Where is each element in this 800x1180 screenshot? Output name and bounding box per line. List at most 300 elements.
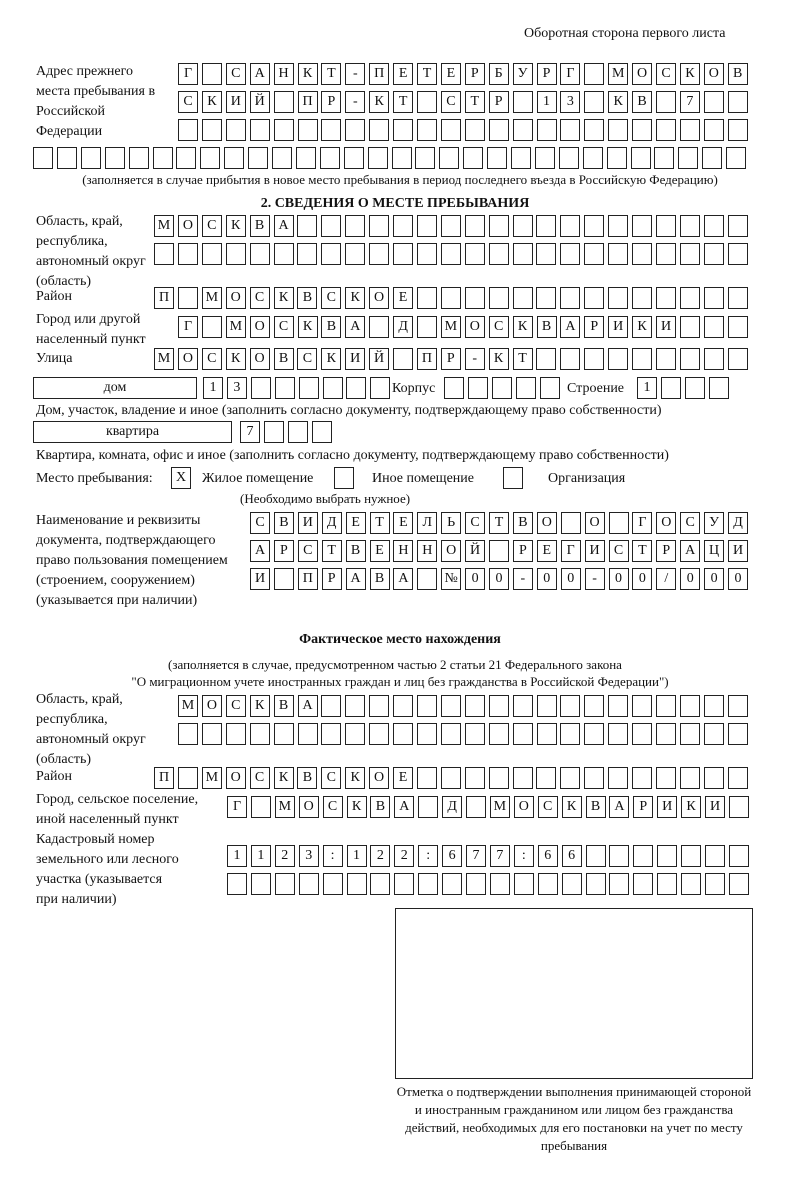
region-cell[interactable]: [369, 243, 389, 265]
prev-address-cell[interactable]: [200, 147, 220, 169]
prev-address-cell[interactable]: [441, 119, 461, 141]
prev-address-cell[interactable]: [226, 119, 246, 141]
building-cell[interactable]: [685, 377, 705, 399]
doc-cell[interactable]: И: [298, 512, 318, 534]
street-cell[interactable]: П: [417, 348, 437, 370]
actual-district-cell[interactable]: К: [274, 767, 294, 789]
region-cell[interactable]: К: [226, 215, 246, 237]
actual-city-cell[interactable]: М: [490, 796, 510, 818]
actual-region-cell[interactable]: [728, 695, 748, 717]
actual-region-cell[interactable]: [178, 723, 198, 745]
actual-city-cell[interactable]: И: [705, 796, 725, 818]
doc-cell[interactable]: В: [513, 512, 533, 534]
district-cell[interactable]: [489, 287, 509, 309]
doc-cell[interactable]: С: [680, 512, 700, 534]
actual-city-cell[interactable]: К: [562, 796, 582, 818]
street-cell[interactable]: К: [489, 348, 509, 370]
doc-cell[interactable]: Ц: [704, 540, 724, 562]
flat-cell[interactable]: [264, 421, 284, 443]
city-cell[interactable]: [202, 316, 222, 338]
prev-address-cell[interactable]: [537, 119, 557, 141]
region-cell[interactable]: [704, 243, 724, 265]
actual-city-cell[interactable]: [466, 796, 486, 818]
cadastral-cell[interactable]: [299, 873, 319, 895]
district-cell[interactable]: [513, 287, 533, 309]
actual-city-cell[interactable]: В: [586, 796, 606, 818]
cadastral-cell[interactable]: 2: [394, 845, 414, 867]
cadastral-cell[interactable]: [586, 845, 606, 867]
doc-cell[interactable]: [609, 512, 629, 534]
doc-cell[interactable]: А: [680, 540, 700, 562]
prev-address-cell[interactable]: К: [680, 63, 700, 85]
prev-address-cell[interactable]: П: [298, 91, 318, 113]
actual-region-cell[interactable]: [560, 695, 580, 717]
doc-cell[interactable]: Р: [656, 540, 676, 562]
korpus-cell[interactable]: [540, 377, 560, 399]
actual-district-cell[interactable]: С: [321, 767, 341, 789]
region-cell[interactable]: [489, 243, 509, 265]
cadastral-cell[interactable]: [562, 873, 582, 895]
prev-address-cell[interactable]: С: [441, 91, 461, 113]
region-cell[interactable]: [489, 215, 509, 237]
region-cell[interactable]: [584, 215, 604, 237]
district-cell[interactable]: [680, 287, 700, 309]
cadastral-cell[interactable]: [705, 845, 725, 867]
prev-address-cell[interactable]: Р: [537, 63, 557, 85]
city-cell[interactable]: Д: [393, 316, 413, 338]
doc-cell[interactable]: Т: [632, 540, 652, 562]
actual-region-cell[interactable]: С: [226, 695, 246, 717]
prev-address-cell[interactable]: 1: [537, 91, 557, 113]
doc-cell[interactable]: 0: [632, 568, 652, 590]
prev-address-cell[interactable]: [33, 147, 53, 169]
prev-address-cell[interactable]: [560, 119, 580, 141]
house-cell[interactable]: [346, 377, 366, 399]
cadastral-cell[interactable]: [227, 873, 247, 895]
cadastral-cell[interactable]: [681, 873, 701, 895]
place-option-checkbox[interactable]: [334, 467, 354, 489]
prev-address-cell[interactable]: К: [608, 91, 628, 113]
doc-cell[interactable]: Д: [322, 512, 342, 534]
doc-cell[interactable]: [417, 568, 437, 590]
actual-region-cell[interactable]: [513, 695, 533, 717]
district-cell[interactable]: [417, 287, 437, 309]
prev-address-cell[interactable]: [178, 119, 198, 141]
actual-region-cell[interactable]: [704, 723, 724, 745]
house-cell[interactable]: [275, 377, 295, 399]
district-cell[interactable]: О: [226, 287, 246, 309]
actual-district-cell[interactable]: Е: [393, 767, 413, 789]
prev-address-cell[interactable]: Т: [417, 63, 437, 85]
actual-region-cell[interactable]: [441, 723, 461, 745]
actual-region-cell[interactable]: [537, 695, 557, 717]
prev-address-cell[interactable]: Е: [393, 63, 413, 85]
actual-region-cell[interactable]: [298, 723, 318, 745]
prev-address-cell[interactable]: 3: [560, 91, 580, 113]
actual-region-cell[interactable]: [465, 723, 485, 745]
prev-address-cell[interactable]: [417, 91, 437, 113]
prev-address-cell[interactable]: [272, 147, 292, 169]
actual-region-cell[interactable]: [608, 723, 628, 745]
actual-district-cell[interactable]: [441, 767, 461, 789]
prev-address-cell[interactable]: С: [178, 91, 198, 113]
actual-district-cell[interactable]: В: [297, 767, 317, 789]
cadastral-cell[interactable]: [681, 845, 701, 867]
doc-cell[interactable]: -: [513, 568, 533, 590]
place-option-checkbox[interactable]: [503, 467, 523, 489]
actual-district-cell[interactable]: О: [369, 767, 389, 789]
doc-cell[interactable]: Е: [370, 540, 390, 562]
district-cell[interactable]: [608, 287, 628, 309]
cadastral-cell[interactable]: [442, 873, 462, 895]
prev-address-cell[interactable]: [584, 119, 604, 141]
prev-address-cell[interactable]: [607, 147, 627, 169]
prev-address-cell[interactable]: [513, 91, 533, 113]
actual-region-cell[interactable]: [345, 723, 365, 745]
city-cell[interactable]: К: [632, 316, 652, 338]
prev-address-cell[interactable]: [487, 147, 507, 169]
city-cell[interactable]: [680, 316, 700, 338]
district-cell[interactable]: М: [202, 287, 222, 309]
region-cell[interactable]: [680, 215, 700, 237]
region-cell[interactable]: [680, 243, 700, 265]
actual-region-cell[interactable]: [680, 723, 700, 745]
doc-cell[interactable]: В: [370, 568, 390, 590]
street-cell[interactable]: [608, 348, 628, 370]
prev-address-cell[interactable]: [465, 119, 485, 141]
region-cell[interactable]: [632, 215, 652, 237]
prev-address-cell[interactable]: -: [345, 91, 365, 113]
actual-city-cell[interactable]: А: [609, 796, 629, 818]
actual-region-cell[interactable]: [656, 695, 676, 717]
actual-district-cell[interactable]: [536, 767, 556, 789]
flat-type-field[interactable]: квартира: [33, 421, 232, 443]
prev-address-cell[interactable]: [680, 119, 700, 141]
actual-city-cell[interactable]: [418, 796, 438, 818]
cadastral-cell[interactable]: 2: [370, 845, 390, 867]
district-cell[interactable]: [560, 287, 580, 309]
doc-cell[interactable]: Р: [322, 568, 342, 590]
prev-address-cell[interactable]: [369, 119, 389, 141]
prev-address-cell[interactable]: Г: [560, 63, 580, 85]
cadastral-cell[interactable]: 1: [227, 845, 247, 867]
prev-address-cell[interactable]: [368, 147, 388, 169]
street-cell[interactable]: [560, 348, 580, 370]
doc-cell[interactable]: 0: [728, 568, 748, 590]
actual-region-cell[interactable]: [560, 723, 580, 745]
actual-district-cell[interactable]: [632, 767, 652, 789]
prev-address-cell[interactable]: К: [202, 91, 222, 113]
district-cell[interactable]: Е: [393, 287, 413, 309]
prev-address-cell[interactable]: [274, 119, 294, 141]
district-cell[interactable]: [465, 287, 485, 309]
doc-cell[interactable]: 0: [609, 568, 629, 590]
region-cell[interactable]: [608, 215, 628, 237]
actual-district-cell[interactable]: [513, 767, 533, 789]
city-cell[interactable]: О: [465, 316, 485, 338]
prev-address-cell[interactable]: [632, 119, 652, 141]
doc-cell[interactable]: Г: [561, 540, 581, 562]
district-cell[interactable]: С: [250, 287, 270, 309]
actual-city-cell[interactable]: Р: [633, 796, 653, 818]
region-cell[interactable]: [274, 243, 294, 265]
actual-city-cell[interactable]: [251, 796, 271, 818]
prev-address-cell[interactable]: [298, 119, 318, 141]
prev-address-cell[interactable]: [345, 119, 365, 141]
district-cell[interactable]: [536, 287, 556, 309]
city-cell[interactable]: В: [537, 316, 557, 338]
korpus-cell[interactable]: [492, 377, 512, 399]
building-cell[interactable]: [661, 377, 681, 399]
city-cell[interactable]: В: [321, 316, 341, 338]
actual-region-cell[interactable]: [632, 723, 652, 745]
prev-address-cell[interactable]: Р: [489, 91, 509, 113]
actual-district-cell[interactable]: [728, 767, 748, 789]
cadastral-cell[interactable]: [633, 873, 653, 895]
region-cell[interactable]: [560, 215, 580, 237]
doc-cell[interactable]: А: [250, 540, 270, 562]
doc-cell[interactable]: О: [585, 512, 605, 534]
prev-address-cell[interactable]: [489, 119, 509, 141]
actual-region-cell[interactable]: [417, 695, 437, 717]
region-cell[interactable]: [417, 215, 437, 237]
doc-cell[interactable]: Л: [417, 512, 437, 534]
cadastral-cell[interactable]: [323, 873, 343, 895]
cadastral-cell[interactable]: [609, 873, 629, 895]
prev-address-cell[interactable]: [654, 147, 674, 169]
doc-cell[interactable]: Н: [417, 540, 437, 562]
actual-region-cell[interactable]: [345, 695, 365, 717]
city-cell[interactable]: [417, 316, 437, 338]
doc-cell[interactable]: О: [656, 512, 676, 534]
actual-district-cell[interactable]: М: [202, 767, 222, 789]
doc-cell[interactable]: Н: [393, 540, 413, 562]
prev-address-cell[interactable]: [463, 147, 483, 169]
prev-address-cell[interactable]: [583, 147, 603, 169]
actual-district-cell[interactable]: [417, 767, 437, 789]
district-cell[interactable]: К: [345, 287, 365, 309]
cadastral-cell[interactable]: [490, 873, 510, 895]
doc-cell[interactable]: У: [704, 512, 724, 534]
prev-address-cell[interactable]: [415, 147, 435, 169]
actual-region-cell[interactable]: [465, 695, 485, 717]
region-cell[interactable]: [656, 215, 676, 237]
region-cell[interactable]: [465, 243, 485, 265]
district-cell[interactable]: [632, 287, 652, 309]
actual-city-cell[interactable]: [729, 796, 749, 818]
street-cell[interactable]: М: [154, 348, 174, 370]
street-cell[interactable]: [656, 348, 676, 370]
prev-address-cell[interactable]: О: [632, 63, 652, 85]
street-cell[interactable]: К: [321, 348, 341, 370]
district-cell[interactable]: О: [369, 287, 389, 309]
prev-address-cell[interactable]: Р: [321, 91, 341, 113]
actual-region-cell[interactable]: [584, 695, 604, 717]
actual-region-cell[interactable]: [393, 723, 413, 745]
prev-address-cell[interactable]: С: [656, 63, 676, 85]
doc-cell[interactable]: Д: [728, 512, 748, 534]
street-cell[interactable]: -: [465, 348, 485, 370]
region-cell[interactable]: [560, 243, 580, 265]
actual-city-cell[interactable]: К: [681, 796, 701, 818]
city-cell[interactable]: А: [345, 316, 365, 338]
actual-region-cell[interactable]: [369, 723, 389, 745]
prev-address-cell[interactable]: Г: [178, 63, 198, 85]
building-cell[interactable]: 1: [637, 377, 657, 399]
prev-address-cell[interactable]: [344, 147, 364, 169]
cadastral-cell[interactable]: [394, 873, 414, 895]
region-cell[interactable]: С: [202, 215, 222, 237]
doc-cell[interactable]: /: [656, 568, 676, 590]
region-cell[interactable]: [704, 215, 724, 237]
cadastral-cell[interactable]: [729, 873, 749, 895]
city-cell[interactable]: И: [656, 316, 676, 338]
cadastral-cell[interactable]: 1: [251, 845, 271, 867]
cadastral-cell[interactable]: 6: [442, 845, 462, 867]
prev-address-cell[interactable]: К: [298, 63, 318, 85]
cadastral-cell[interactable]: [347, 873, 367, 895]
region-cell[interactable]: [345, 215, 365, 237]
actual-region-cell[interactable]: М: [178, 695, 198, 717]
actual-city-cell[interactable]: К: [347, 796, 367, 818]
actual-district-cell[interactable]: [465, 767, 485, 789]
house-cell[interactable]: [251, 377, 271, 399]
actual-region-cell[interactable]: [608, 695, 628, 717]
city-cell[interactable]: Г: [178, 316, 198, 338]
cadastral-cell[interactable]: 3: [299, 845, 319, 867]
region-cell[interactable]: [321, 215, 341, 237]
actual-region-cell[interactable]: [632, 695, 652, 717]
doc-cell[interactable]: 0: [489, 568, 509, 590]
city-cell[interactable]: [728, 316, 748, 338]
doc-cell[interactable]: П: [298, 568, 318, 590]
actual-region-cell[interactable]: [489, 723, 509, 745]
korpus-cell[interactable]: [444, 377, 464, 399]
prev-address-cell[interactable]: [202, 63, 222, 85]
street-cell[interactable]: О: [178, 348, 198, 370]
prev-address-cell[interactable]: Н: [274, 63, 294, 85]
prev-address-cell[interactable]: [57, 147, 77, 169]
actual-region-cell[interactable]: [369, 695, 389, 717]
actual-region-cell[interactable]: [584, 723, 604, 745]
cadastral-cell[interactable]: [586, 873, 606, 895]
prev-address-cell[interactable]: [656, 119, 676, 141]
region-cell[interactable]: [728, 243, 748, 265]
actual-district-cell[interactable]: О: [226, 767, 246, 789]
actual-region-cell[interactable]: В: [274, 695, 294, 717]
prev-address-cell[interactable]: [250, 119, 270, 141]
house-cell[interactable]: [370, 377, 390, 399]
actual-district-cell[interactable]: [680, 767, 700, 789]
prev-address-cell[interactable]: [321, 119, 341, 141]
cadastral-cell[interactable]: [251, 873, 271, 895]
actual-district-cell[interactable]: [704, 767, 724, 789]
prev-address-cell[interactable]: Т: [465, 91, 485, 113]
doc-cell[interactable]: С: [298, 540, 318, 562]
actual-district-cell[interactable]: [608, 767, 628, 789]
street-cell[interactable]: К: [226, 348, 246, 370]
city-cell[interactable]: С: [489, 316, 509, 338]
street-cell[interactable]: [584, 348, 604, 370]
prev-address-cell[interactable]: [704, 91, 724, 113]
region-cell[interactable]: [369, 215, 389, 237]
actual-region-cell[interactable]: [321, 723, 341, 745]
region-cell[interactable]: [513, 243, 533, 265]
doc-cell[interactable]: [274, 568, 294, 590]
doc-cell[interactable]: С: [250, 512, 270, 534]
prev-address-cell[interactable]: [153, 147, 173, 169]
prev-address-cell[interactable]: [129, 147, 149, 169]
prev-address-cell[interactable]: [511, 147, 531, 169]
city-cell[interactable]: К: [298, 316, 318, 338]
cadastral-cell[interactable]: 6: [538, 845, 558, 867]
actual-region-cell[interactable]: [728, 723, 748, 745]
prev-address-cell[interactable]: [202, 119, 222, 141]
actual-district-cell[interactable]: [656, 767, 676, 789]
region-cell[interactable]: [226, 243, 246, 265]
region-cell[interactable]: [202, 243, 222, 265]
doc-cell[interactable]: Т: [322, 540, 342, 562]
region-cell[interactable]: [513, 215, 533, 237]
prev-address-cell[interactable]: С: [226, 63, 246, 85]
region-cell[interactable]: [536, 243, 556, 265]
flat-cell[interactable]: [312, 421, 332, 443]
prev-address-cell[interactable]: [417, 119, 437, 141]
actual-city-cell[interactable]: С: [538, 796, 558, 818]
prev-address-cell[interactable]: [513, 119, 533, 141]
region-cell[interactable]: [608, 243, 628, 265]
cadastral-cell[interactable]: [633, 845, 653, 867]
city-cell[interactable]: А: [560, 316, 580, 338]
prev-address-cell[interactable]: [584, 63, 604, 85]
doc-cell[interactable]: Е: [537, 540, 557, 562]
prev-address-cell[interactable]: [393, 119, 413, 141]
doc-cell[interactable]: -: [585, 568, 605, 590]
street-cell[interactable]: [728, 348, 748, 370]
street-cell[interactable]: С: [297, 348, 317, 370]
district-cell[interactable]: [584, 287, 604, 309]
building-cell[interactable]: [709, 377, 729, 399]
prev-address-cell[interactable]: Р: [465, 63, 485, 85]
actual-region-cell[interactable]: [680, 695, 700, 717]
doc-cell[interactable]: Р: [513, 540, 533, 562]
region-cell[interactable]: [441, 215, 461, 237]
cadastral-cell[interactable]: [538, 873, 558, 895]
prev-address-cell[interactable]: [248, 147, 268, 169]
prev-address-cell[interactable]: [728, 91, 748, 113]
street-cell[interactable]: [632, 348, 652, 370]
doc-cell[interactable]: В: [274, 512, 294, 534]
region-cell[interactable]: В: [250, 215, 270, 237]
place-option-checkbox[interactable]: X: [171, 467, 191, 489]
prev-address-cell[interactable]: [678, 147, 698, 169]
prev-address-cell[interactable]: М: [608, 63, 628, 85]
doc-cell[interactable]: И: [728, 540, 748, 562]
region-cell[interactable]: А: [274, 215, 294, 237]
prev-address-cell[interactable]: 7: [680, 91, 700, 113]
actual-district-cell[interactable]: [178, 767, 198, 789]
house-cell[interactable]: 3: [227, 377, 247, 399]
doc-cell[interactable]: В: [346, 540, 366, 562]
region-cell[interactable]: [250, 243, 270, 265]
actual-district-cell[interactable]: П: [154, 767, 174, 789]
actual-region-cell[interactable]: [226, 723, 246, 745]
region-cell[interactable]: [297, 243, 317, 265]
korpus-cell[interactable]: [516, 377, 536, 399]
doc-cell[interactable]: [561, 512, 581, 534]
doc-cell[interactable]: А: [393, 568, 413, 590]
cadastral-cell[interactable]: [657, 845, 677, 867]
